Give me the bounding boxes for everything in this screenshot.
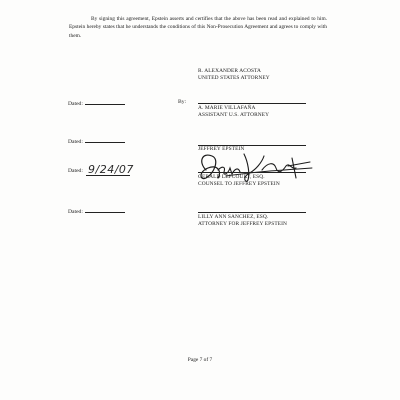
signer-name-acosta: R. ALEXANDER ACOSTA [198, 68, 262, 74]
signature-block-lefcourt [198, 174, 310, 188]
handwritten-date: 9/24/07 [88, 163, 134, 176]
certification-paragraph: By signing this agreement, Epstein asserts and certifies that the above has been read and explained to him. Epstein hereby states that he understands the conditions of this Non-Prosecution Agreement and agrees to comply with them. [69, 16, 327, 39]
dated-label: Dated: [68, 168, 83, 174]
dated-line-1 [68, 99, 125, 107]
dated-label: Dated: [68, 139, 83, 145]
signer-name-epstein: JEFFREY EPSTEIN [198, 146, 245, 152]
signer-title-lefcourt: COUNSEL TO JEFFREY EPSTEIN [198, 181, 280, 188]
signature-block-acosta [198, 68, 310, 82]
dated-line-4 [68, 207, 125, 215]
dated-label: Dated: [68, 209, 83, 215]
signature-block-sanchez [198, 214, 310, 228]
signer-title-sanchez: ATTORNEY FOR JEFFREY EPSTEIN [198, 221, 288, 228]
signature-block-villafana [198, 105, 310, 119]
handwritten-date-underline [86, 175, 130, 176]
dated-blank [85, 137, 125, 143]
signature-line-lefcourt [198, 172, 306, 173]
signer-name-sanchez: LILLY ANN SANCHEZ, ESQ. [198, 214, 269, 220]
dated-blank [85, 99, 125, 105]
signature-line-villafana [198, 103, 306, 104]
signer-title-acosta: UNITED STATES ATTORNEY [198, 75, 270, 82]
signer-name-villafana: A. MARIE VILLAFAÑA [198, 105, 256, 111]
dated-line-2 [68, 137, 125, 145]
signer-name-lefcourt: GERALD LEFCOURT, ESQ. [198, 174, 265, 180]
dated-line-3 [68, 168, 83, 174]
signature-line-sanchez [198, 212, 306, 213]
page-footer: Page 7 of 7 [187, 357, 213, 363]
signer-title-villafana: ASSISTANT U.S. ATTORNEY [198, 112, 270, 119]
dated-label: Dated: [68, 101, 83, 107]
by-label: By: [178, 99, 187, 105]
dated-blank [85, 207, 125, 213]
